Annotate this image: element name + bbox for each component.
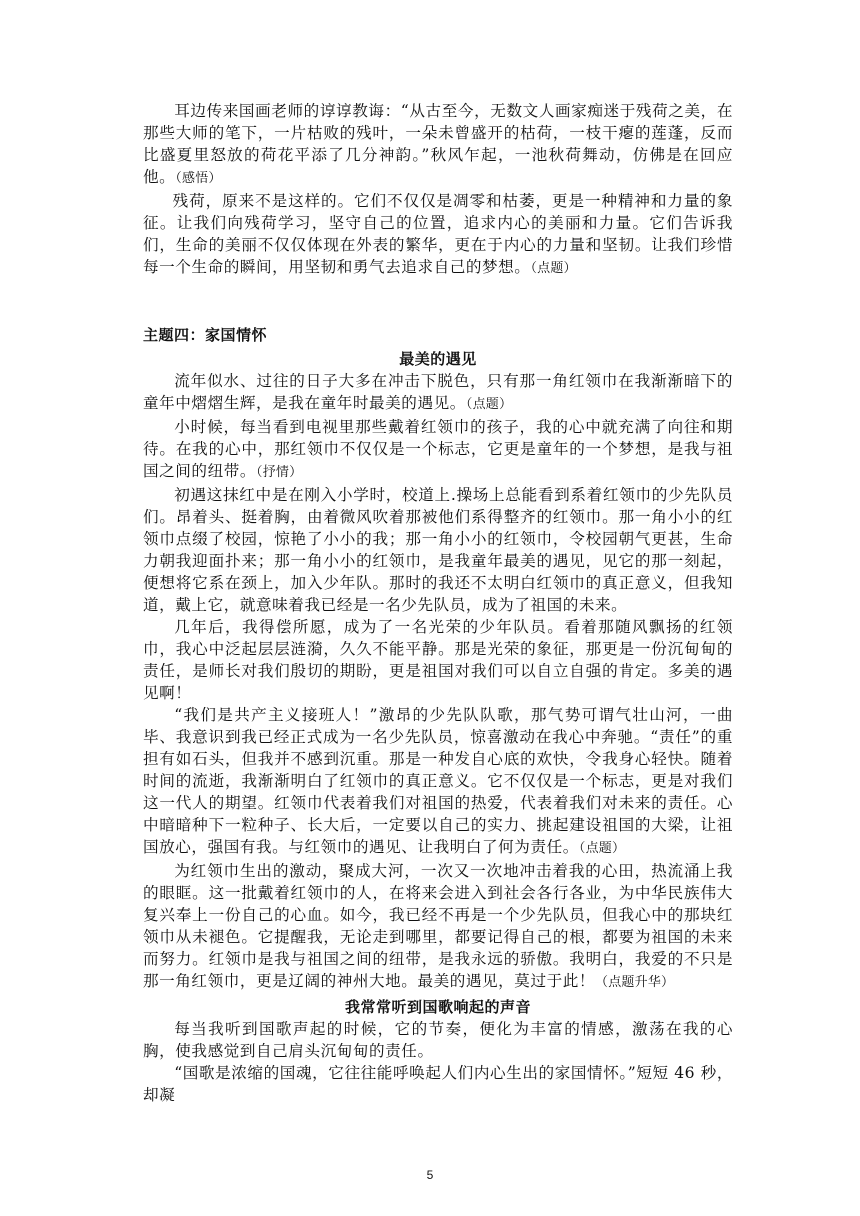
- paragraph-note: （点题）: [530, 261, 577, 276]
- document-page: [143, 100, 733, 1106]
- body-paragraph: [143, 704, 733, 860]
- paragraph-note: （点题）: [578, 841, 626, 856]
- body-paragraph: [143, 100, 733, 190]
- essay-title: 最美的遇见: [399, 350, 477, 368]
- section-spacer: [143, 280, 733, 324]
- paragraph-text: 每当我听到国歌声起的时候，它的节奏，便化为丰富的情感，激荡在我的心胸，使我感觉到自己肩头沉甸甸的责任。: [143, 1020, 733, 1060]
- body-paragraph: [143, 1062, 733, 1106]
- body-paragraph: [143, 370, 733, 416]
- paragraph-text: “我们是共产主义接班人！”激昂的少先队队歌，那气势可谓气壮山河，一曲毕、我意识到我已经正式成为一名少先队员，惊喜激动在我心中奔驰。“责任”的重担有如石头，但我并不感到沉重。那是一种发自心底的欢快，令我身心轻快。随着时间的流逝，我渐渐明白了红领巾的真正意义。它不仅仅是一个标志，更是对我们这一代人的期望。红领巾代表着我们对祖国的热爱，代表着我们对未来的责任。心中暗暗种下一粒种子、长大后，一定要以自己的实力、挑起建设祖国的大梁，让祖国放心，强国有我。与红领巾的遇见、让我明白了何为责任。: [143, 706, 733, 856]
- essay-title: 我常常听到国歌响起的声音: [344, 998, 531, 1016]
- body-paragraph: [143, 616, 733, 704]
- paragraph-text: 小时候，每当看到电视里那些戴着红领巾的孩子，我的心中就充满了向往和期待。在我的心中，那红领巾不仅仅是一个标志，它更是童年的一个梦想，是我与祖国之间的纽带。: [143, 418, 733, 480]
- paragraph-note: （点题升华）: [595, 975, 675, 990]
- paragraph-text: “国歌是浓缩的国魂，它往往能呼唤起人们内心生出的家国情怀。”短短 46 秒，却凝: [143, 1064, 733, 1104]
- body-paragraph: [143, 416, 733, 484]
- paragraph-text: 流年似水、过往的日子大多在冲击下脱色，只有那一角红领巾在我渐渐暗下的童年中熠熠生辉，是我在童年时最美的遇见。: [143, 372, 733, 412]
- body-paragraph: [143, 484, 733, 616]
- page-number: 5: [426, 1168, 434, 1182]
- paragraph-text: 几年后，我得偿所愿，成为了一名光荣的少年队员。看着那随风飘扬的红领巾，我心中泛起层层涟漪，久久不能平静。那是光荣的象征，那更是一份沉甸甸的责任，是师长对我们殷切的期盼，更是祖国对我们可以自立自强的肯定。多美的遇见啊！: [143, 618, 733, 702]
- paragraph-text: 为红领巾生出的激动，聚成大河，一次又一次地冲击着我的心田，热流涌上我的眼眶。这一批戴着红领巾的人，在将来会进入到社会各行各业，为中华民族伟大复兴奉上一份自己的心血。如今，我已经不再是一个少先队员，但我心中的那块红领巾从未褪色。它提醒我，无论走到哪里，都要记得自己的根，都要为祖国的未来而努力。红领巾是我与祖国之间的纽带，是我永远的骄傲。我明白，我爱的不只是那一角红领巾，更是辽阔的神州大地。最美的遇见，莫过于此！: [143, 862, 733, 990]
- body-paragraph: [143, 1018, 733, 1062]
- theme-heading: 主题四：家国情怀: [143, 326, 268, 344]
- paragraph-text: 耳边传来国画老师的谆谆教诲：“从古至今，无数文人画家痴迷于残荷之美，在那些大师的笔下，一片枯败的残叶，一朵未曾盛开的枯荷，一枝干瘪的莲蓬，反而比盛夏里怒放的荷花平添了几分神韵。”秋风乍起，一池秋荷舞动，仿佛是在回应他。: [143, 102, 733, 186]
- paragraph-note: （抒情）: [256, 465, 303, 480]
- paragraph-note: （感悟）: [175, 171, 222, 186]
- paragraph-note: （点题）: [465, 397, 513, 412]
- paragraph-text: 残荷，原来不是这样的。它们不仅仅是凋零和枯萎，更是一种精神和力量的象征。让我们向残荷学习，坚守自己的位置，追求内心的美丽和力量。它们告诉我们，生命的美丽不仅仅体现在外表的繁华，更在于内心的力量和坚韧。让我们珍惜每一个生命的瞬间，用坚韧和勇气去追求自己的梦想。: [143, 192, 733, 276]
- body-paragraph: [143, 190, 733, 280]
- body-paragraph: [143, 860, 733, 994]
- paragraph-text: 初遇这抹红中是在刚入小学时，校道上.操场上总能看到系着红领巾的少先队员们。昂着头、挺着胸，由着微风吹着那被他们系得整齐的红领巾。那一角小小的红领巾点缀了校园，惊艳了小小的我；那一角小小的红领巾，令校园朝气更甚，生命力朝我迎面扑来；那一角小小的红领巾，是我童年最美的遇见，见它的那一刻起，便想将它系在颈上，加入少年队。那时的我还不太明白红领巾的真正意义，但我知道，戴上它，就意味着我已经是一名少先队员，成为了祖国的未来。: [143, 486, 733, 614]
